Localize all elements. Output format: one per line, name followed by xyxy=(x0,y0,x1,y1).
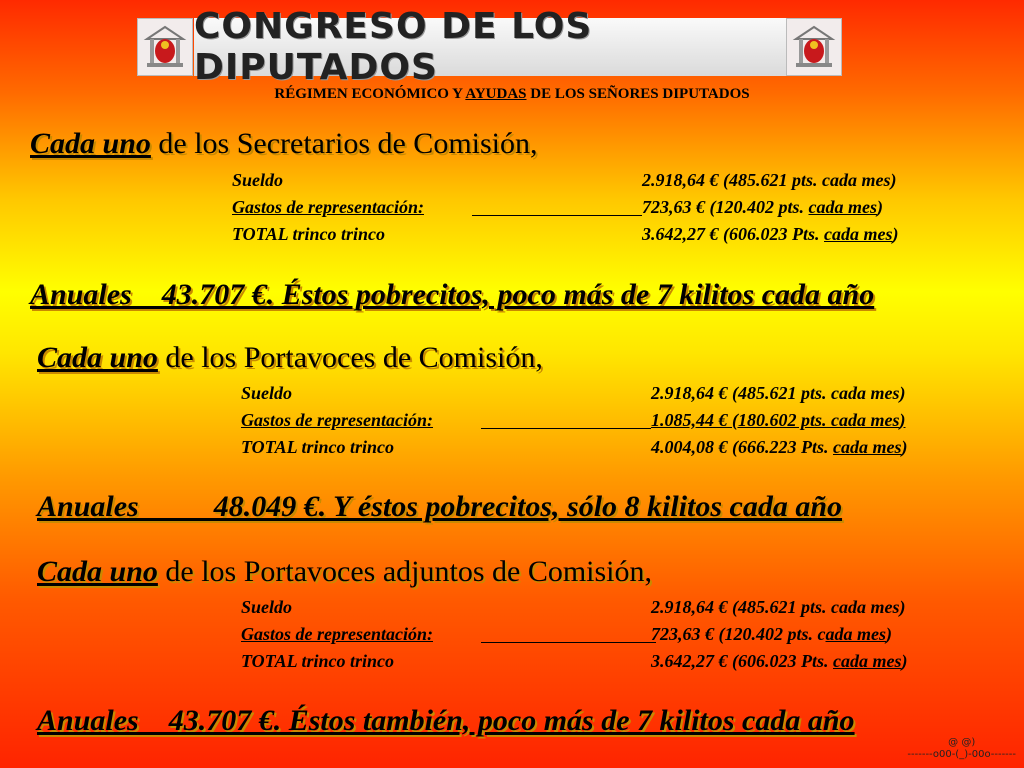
row-label: Gastos de representación: xyxy=(232,197,424,217)
row-label: Sueldo xyxy=(241,383,293,403)
row-value: 723,63 € (120.402 pts. cada mes) xyxy=(651,624,892,644)
row-label: TOTAL trinco trinco xyxy=(241,437,395,457)
signature-line: @ @) xyxy=(948,737,976,748)
row-label: Gastos de representación: xyxy=(241,624,433,644)
row-label: Sueldo xyxy=(232,170,284,190)
heading-lead: Cada uno xyxy=(30,127,151,160)
row-value: 1.085,44 € (180.602 pts. cada mes) xyxy=(651,410,906,430)
parliament-crest-icon xyxy=(786,18,842,76)
row-value: 4.004,08 € (666.223 Pts. cada mes) xyxy=(651,437,908,457)
section-heading xyxy=(37,341,543,375)
section-heading xyxy=(37,555,652,589)
row-label: Sueldo xyxy=(241,597,293,617)
salary-row xyxy=(241,381,1001,405)
row-value: 2.918,64 € (485.621 pts. cada mes) xyxy=(651,597,906,617)
expenses-row xyxy=(241,408,1001,432)
subtitle-text: DE LOS SEÑORES DIPUTADOS xyxy=(526,86,750,102)
section-heading xyxy=(30,127,538,161)
row-value: 3.642,27 € (606.023 Pts. cada mes) xyxy=(651,651,908,671)
annual-total: Anuales 48.049 €. Y éstos pobrecitos, sólo 8 kilitos cada año xyxy=(37,490,843,523)
expenses-row xyxy=(232,195,992,219)
total-row xyxy=(241,649,1001,673)
salary-row xyxy=(232,168,992,192)
total-row xyxy=(241,435,1001,459)
salary-row xyxy=(241,595,1001,619)
row-value: 3.642,27 € (606.023 Pts. cada mes) xyxy=(642,224,899,244)
heading-rest: de los Portavoces adjuntos de Comisión, xyxy=(157,555,653,588)
slide-subtitle xyxy=(0,86,1024,103)
heading-lead: Cada uno xyxy=(37,341,158,374)
heading-lead: Cada uno xyxy=(37,555,158,588)
heading-rest: de los Portavoces de Comisión, xyxy=(157,341,543,374)
subtitle-text: RÉGIMEN ECONÓMICO Y xyxy=(274,86,466,102)
row-label: Gastos de representación: xyxy=(241,410,433,430)
total-row xyxy=(232,222,992,246)
underline-rule xyxy=(481,428,651,429)
banner-title: CONGRESO DE LOS DIPUTADOS xyxy=(194,18,786,76)
heading-rest: de los Secretarios de Comisión, xyxy=(150,127,538,160)
expenses-row xyxy=(241,622,1001,646)
signature-line: -------o00-(_)-00o------- xyxy=(907,749,1016,760)
underline-rule xyxy=(472,215,642,216)
ascii-signature xyxy=(907,737,1016,761)
underline-rule xyxy=(481,642,656,643)
row-value: 2.918,64 € (485.621 pts. cada mes) xyxy=(642,170,897,190)
annual-total: Anuales 43.707 €. Éstos también, poco más de 7 kilitos cada año xyxy=(37,704,855,737)
row-value: 2.918,64 € (485.621 pts. cada mes) xyxy=(651,383,906,403)
subtitle-underlined: AYUDAS xyxy=(465,86,527,102)
parliament-crest-icon xyxy=(137,18,193,76)
row-value: 723,63 € (120.402 pts. cada mes) xyxy=(642,197,883,217)
row-label: TOTAL trinco trinco xyxy=(241,651,395,671)
row-label: TOTAL trinco trinco xyxy=(232,224,386,244)
annual-total: Anuales 43.707 €. Éstos pobrecitos, poco más de 7 kilitos cada año xyxy=(30,278,875,311)
